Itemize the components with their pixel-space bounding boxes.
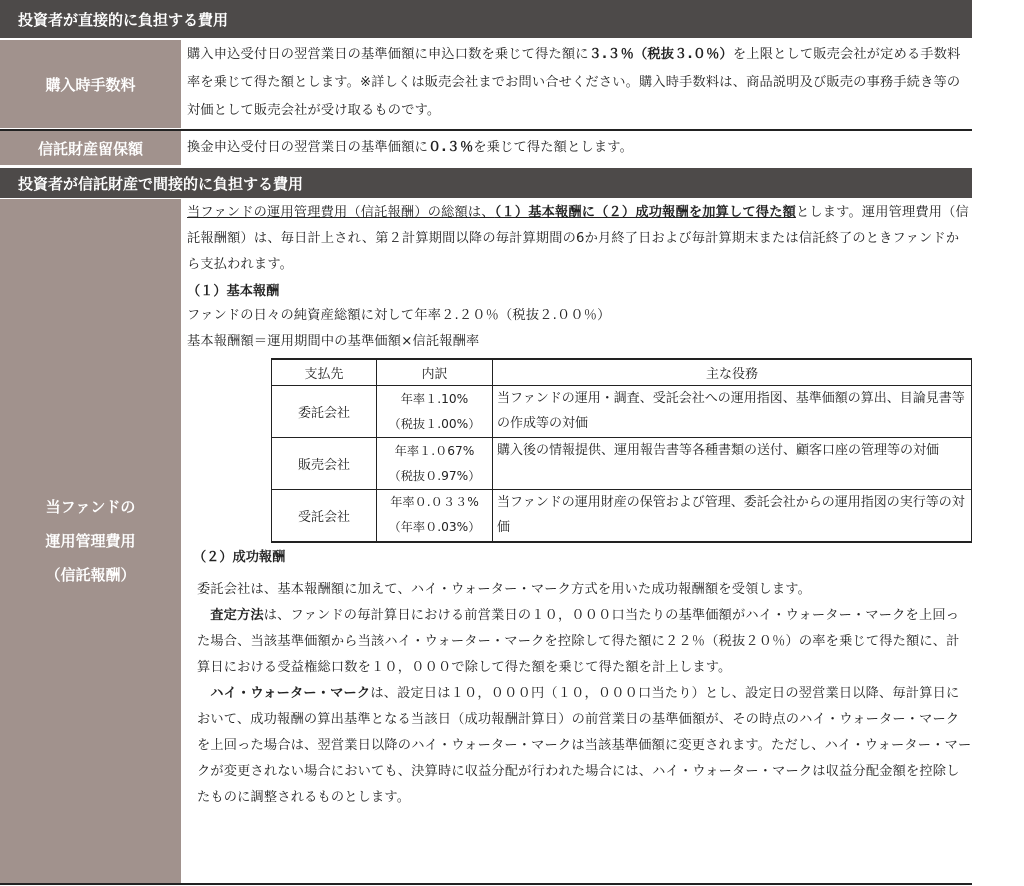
rate-ex-tax: （年率０.03%） (388, 520, 481, 535)
payee-cell: 受託会社 (272, 490, 377, 542)
bottom-divider (0, 883, 972, 885)
management-fee-label-line2: 運用管理費用 (45, 532, 136, 550)
rate-cell (377, 490, 493, 542)
purchase-fee-label: 購入時手数料 (0, 40, 181, 128)
direct-cost-header: 投資者が直接的に負担する費用 (0, 0, 972, 38)
column-header-breakdown: 内訳 (377, 359, 493, 386)
table-header-row (272, 359, 972, 386)
intro-underlined: 当ファンドの運用管理費用（信託報酬）の総額は、 (187, 205, 495, 220)
service-cell: 購入後の情報提供、運用報告書等各種書類の送付、顧客口座の管理等の対価 (493, 438, 972, 490)
retention-text-post: を乗じて得た額とします。 (473, 140, 633, 155)
rate-value: 年率０.０３３% (390, 495, 479, 510)
management-fee-label (0, 199, 181, 883)
performance-fee-p2 (197, 603, 972, 681)
retention-rate: ０.３％ (427, 140, 474, 155)
high-water-mark-text: は、設定日は１０，０００円（１０，０００口当たり）とし、設定日の翌営業日以降、毎計算日において、成功報酬の算出基準となる当該日（成功報酬計算日）の前営業日の基準価額が、その時点のハイ・ウォーター・マークを上回った場合は、翌営業日以降のハイ・ウォーター・マークは当該基準価額に変更されます。ただし、ハイ・ウォーター・マークが変更されない場合においても、決算時に収益分配が行われた場合には、ハイ・ウォーター・マークは収益分配金額を控除したものに調整されるものとします。 (197, 686, 972, 805)
purchase-fee-text-post: を上限として販売会社が定める手数料率を乗じて得た額とします。※詳しくは販売会社までお問い合せください。購入時手数料は、商品説明及び販売の事務手続き等の対価として販売会社が受け取るものです。 (187, 47, 961, 118)
assessment-method-text: は、ファンドの毎計算日における前営業日の１０，０００口当たりの基準価額がハイ・ウォーター・マークを上回った場合、当該基準価額から当該ハイ・ウォーター・マークを控除して得た額に２２％（税抜２０％）の率を乗じて得た額に、計算日における受益権総口数を１０，０００で除して得た額を乗じて得た額を計上します。 (197, 608, 960, 675)
purchase-fee-text-pre: 購入申込受付日の翌営業日の基準価額に申込口数を乗じて得た額に (187, 47, 589, 62)
intro-bold: （１）基本報酬に（２）成功報酬を加算して得た額 (494, 205, 796, 220)
performance-fee-body (197, 577, 972, 811)
indirect-cost-header: 投資者が信託財産で間接的に負担する費用 (0, 168, 972, 198)
rate-value: 年率１.10% (400, 391, 469, 406)
table-row (272, 490, 972, 542)
rate-ex-tax: （税抜０.97%） (388, 468, 481, 483)
fee-breakdown-table (271, 358, 972, 543)
table-row (272, 438, 972, 490)
payee-cell: 委託会社 (272, 386, 377, 438)
basic-fee-title: （１）基本報酬 (187, 284, 280, 299)
purchase-fee-text (187, 41, 972, 125)
management-fee-intro (187, 200, 972, 278)
retention-text-pre: 換金申込受付日の翌営業日の基準価額に (187, 140, 428, 155)
basic-fee-rate: ファンドの日々の純資産総額に対して年率２.２０％（税抜２.００％） (187, 308, 611, 323)
rate-value: 年率１.０67% (394, 443, 475, 458)
table-row (272, 386, 972, 438)
rate-cell (377, 438, 493, 490)
rate-ex-tax: （税抜１.00%） (388, 416, 481, 431)
column-header-services: 主な役務 (493, 359, 972, 386)
retention-label: 信託財産留保額 (0, 131, 181, 165)
performance-fee-title: （２）成功報酬 (193, 550, 286, 565)
service-cell: 当ファンドの運用・調査、受託会社への運用指図、基準価額の算出、目論見書等の作成等の対価 (493, 386, 972, 438)
retention-text (187, 135, 972, 161)
column-header-payee: 支払先 (272, 359, 377, 386)
rate-cell (377, 386, 493, 438)
assessment-method-term: 査定方法 (210, 608, 264, 623)
performance-fee-p1: 委託会社は、基本報酬額に加えて、ハイ・ウォーター・マーク方式を用いた成功報酬額を受領します。 (197, 582, 811, 597)
management-fee-label-line1: 当ファンドの (45, 498, 136, 516)
high-water-mark-term: ハイ・ウォーター・マーク (210, 686, 371, 701)
intro-post: とします。運用管理費用（信託報酬額）は、毎日計上され、第２計算期間以降の毎計算期間の6か月終了日および毎計算期末または信託終了のときファンドから支払われます。 (187, 205, 969, 272)
management-fee-label-line3: （信託報酬） (45, 566, 136, 584)
performance-fee-p3 (197, 681, 972, 811)
basic-fee-formula: 基本報酬額＝運用期間中の基準価額×信託報酬率 (187, 334, 480, 349)
purchase-fee-rate: ３.３％（税抜３.０％） (588, 47, 733, 62)
payee-cell: 販売会社 (272, 438, 377, 490)
service-cell: 当ファンドの運用財産の保管および管理、委託会社からの運用指図の実行等の対価 (493, 490, 972, 542)
